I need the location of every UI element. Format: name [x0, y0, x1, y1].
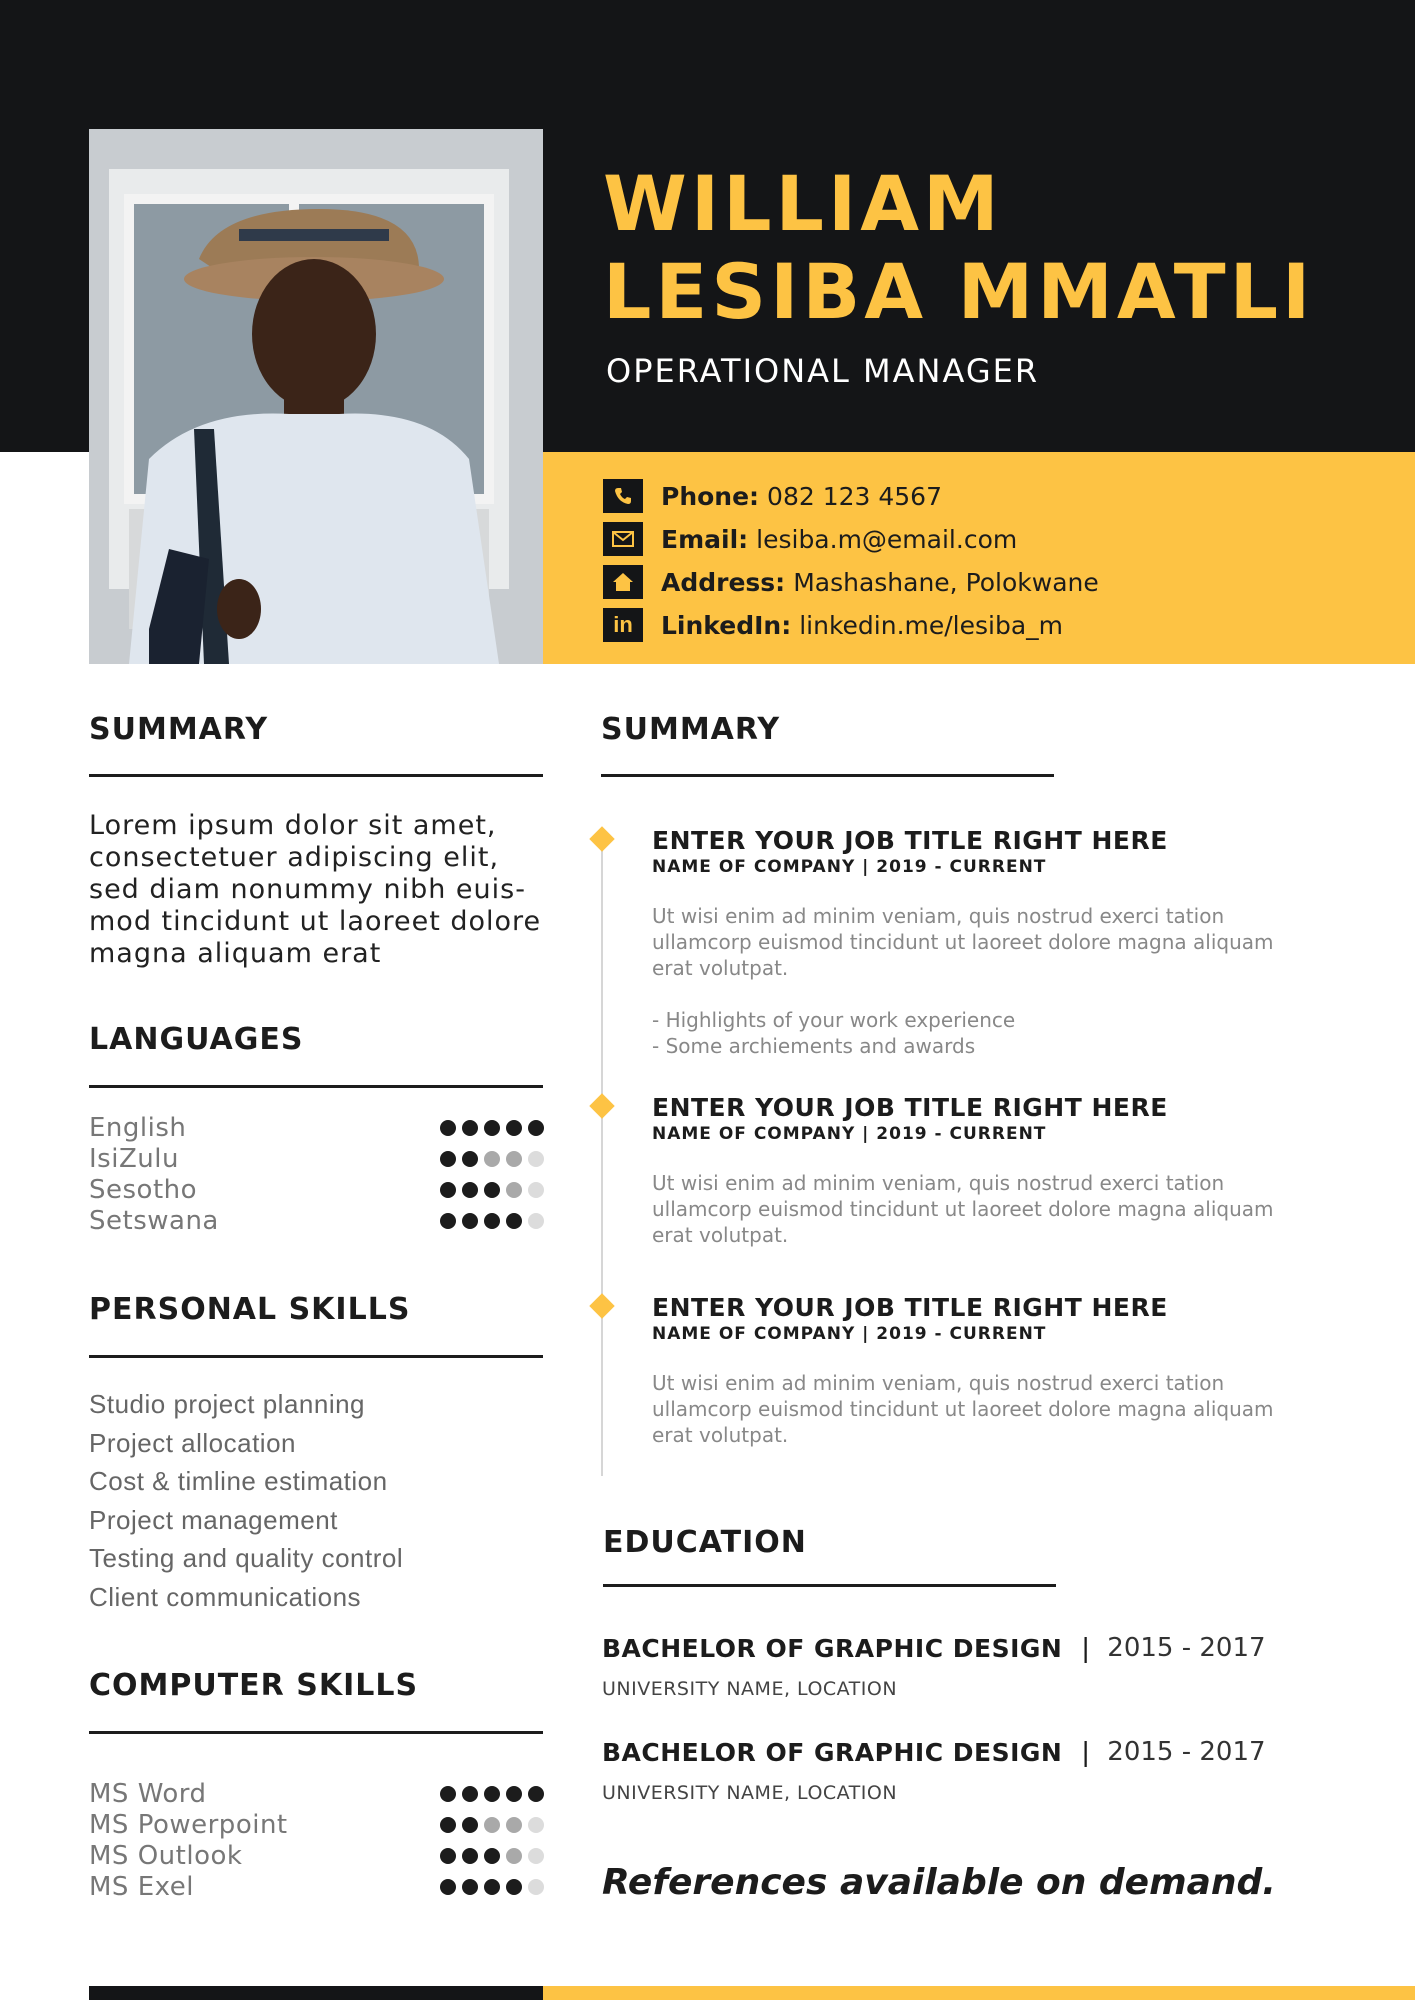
language-row — [89, 1143, 544, 1174]
phone-label: Phone: — [661, 481, 760, 511]
computer-skills-list — [89, 1778, 544, 1902]
rating-dot — [484, 1151, 500, 1167]
language-row-name: Setswana — [89, 1205, 219, 1236]
experience-highlight: - Highlights of your work experience — [652, 1008, 1016, 1032]
education-degree: BACHELOR OF GRAPHIC DESIGN — [602, 1737, 1063, 1767]
rating-dot — [506, 1120, 522, 1136]
computer-skills-rule — [89, 1731, 543, 1734]
email-label: Email: — [661, 524, 749, 554]
rating-dot — [506, 1182, 522, 1198]
education-separator: | — [1082, 1632, 1090, 1663]
experience-rule — [601, 774, 1054, 777]
rating-dot — [506, 1151, 522, 1167]
rating-dot — [440, 1120, 456, 1136]
linkedin-value: linkedin.me/lesiba_m — [799, 610, 1064, 640]
rating-dots — [440, 1213, 544, 1229]
experience-title: ENTER YOUR JOB TITLE RIGHT HERE — [652, 1093, 1168, 1122]
rating-dot — [506, 1213, 522, 1229]
rating-dot — [506, 1786, 522, 1802]
education-heading: EDUCATION — [603, 1525, 807, 1560]
experience-highlight: - Some archiements and awards — [652, 1034, 976, 1058]
address-label: Address: — [661, 567, 786, 597]
rating-dots — [440, 1120, 544, 1136]
rating-dot — [528, 1120, 544, 1136]
languages-list — [89, 1112, 544, 1236]
education-years: 2015 - 2017 — [1107, 1633, 1266, 1663]
rating-dot — [484, 1182, 500, 1198]
language-row-name: IsiZulu — [89, 1143, 179, 1174]
experience-item — [652, 826, 1372, 1059]
rating-dot — [484, 1817, 500, 1833]
rating-dot — [440, 1786, 456, 1802]
rating-dot — [462, 1151, 478, 1167]
languages-rule — [89, 1085, 543, 1088]
experience-company: NAME OF COMPANY | 2019 - CURRENT — [652, 857, 1047, 877]
rating-dot — [440, 1817, 456, 1833]
rating-dot — [506, 1879, 522, 1895]
rating-dot — [528, 1817, 544, 1833]
experience-description: Ut wisi enim ad minim veniam, quis nostrud exerci tation ullamcorp euismod tincidunt ut laoreet dolore magna aliquam erat volutpat. — [652, 1371, 1274, 1447]
rating-dot — [462, 1120, 478, 1136]
language-row — [89, 1205, 544, 1236]
linkedin-label: LinkedIn: — [661, 610, 792, 640]
summary-rule — [89, 774, 543, 777]
computer-skill-row — [89, 1809, 544, 1840]
rating-dots — [440, 1786, 544, 1802]
language-row — [89, 1174, 544, 1205]
rating-dots — [440, 1182, 544, 1198]
linkedin-icon: in — [603, 608, 643, 642]
candidate-name — [603, 160, 1393, 336]
personal-skill-item: Studio project planning — [89, 1389, 366, 1419]
rating-dots — [440, 1817, 544, 1833]
rating-dot — [528, 1879, 544, 1895]
computer-skills-heading: COMPUTER SKILLS — [89, 1668, 419, 1703]
timeline-marker — [589, 1293, 614, 1318]
rating-dot — [462, 1817, 478, 1833]
contact-address — [603, 563, 1099, 601]
rating-dot — [506, 1817, 522, 1833]
personal-skills-heading: PERSONAL SKILLS — [89, 1292, 411, 1327]
education-item — [602, 1736, 1362, 1804]
rating-dot — [440, 1182, 456, 1198]
experience-item — [652, 1093, 1372, 1248]
education-school: UNIVERSITY NAME, LOCATION — [602, 1678, 898, 1700]
phone-icon — [603, 479, 643, 513]
computer-skill-row — [89, 1778, 544, 1809]
rating-dot — [462, 1786, 478, 1802]
rating-dot — [484, 1120, 500, 1136]
rating-dot — [440, 1879, 456, 1895]
personal-skill-item: Project allocation — [89, 1427, 296, 1458]
references-note: References available on demand. — [602, 1862, 1276, 1903]
personal-skill-item: Client communications — [89, 1581, 362, 1612]
rating-dot — [506, 1848, 522, 1864]
experience-description: Ut wisi enim ad minim veniam, quis nostrud exerci tation ullamcorp euismod tincidunt ut laoreet dolore magna aliquam erat volutpat. — [652, 1171, 1274, 1247]
education-separator: | — [1082, 1736, 1090, 1767]
contact-linkedin — [603, 606, 1063, 644]
language-row-name: Sesotho — [89, 1174, 198, 1205]
rating-dot — [440, 1151, 456, 1167]
rating-dots — [440, 1848, 544, 1864]
phone-value: 082 123 4567 — [767, 481, 942, 511]
rating-dot — [528, 1213, 544, 1229]
computer-skill-row-name: MS Powerpoint — [89, 1809, 288, 1840]
email-value: lesiba.m@email.com — [756, 524, 1018, 554]
personal-skill-item: Testing and quality control — [89, 1543, 404, 1573]
language-row — [89, 1112, 544, 1143]
email-icon — [603, 522, 643, 556]
computer-skill-row — [89, 1871, 544, 1902]
experience-title: ENTER YOUR JOB TITLE RIGHT HERE — [652, 826, 1168, 855]
education-rule — [603, 1584, 1056, 1587]
rating-dot — [484, 1213, 500, 1229]
address-value: Mashashane, Polokwane — [793, 567, 1099, 597]
contact-phone — [603, 477, 942, 515]
experience-company: NAME OF COMPANY | 2019 - CURRENT — [652, 1124, 1047, 1144]
profile-photo — [89, 129, 543, 664]
education-school: UNIVERSITY NAME, LOCATION — [602, 1782, 898, 1804]
rating-dot — [484, 1879, 500, 1895]
rating-dot — [484, 1848, 500, 1864]
timeline-marker — [589, 826, 614, 851]
rating-dot — [528, 1786, 544, 1802]
footer-bar-accent — [543, 1986, 1415, 2000]
summary-heading: SUMMARY — [89, 712, 269, 747]
rating-dots — [440, 1151, 544, 1167]
rating-dot — [528, 1151, 544, 1167]
rating-dot — [440, 1848, 456, 1864]
languages-heading: LANGUAGES — [89, 1022, 304, 1057]
rating-dots — [440, 1879, 544, 1895]
education-item — [602, 1632, 1362, 1700]
timeline-line — [601, 838, 603, 1476]
experience-heading: SUMMARY — [601, 712, 781, 747]
rating-dot — [462, 1182, 478, 1198]
rating-dot — [462, 1879, 478, 1895]
rating-dot — [440, 1213, 456, 1229]
computer-skill-row-name: MS Outlook — [89, 1840, 243, 1871]
personal-skill-item: Project management — [89, 1504, 338, 1535]
summary-text: Lorem ipsum dolor sit amet, consectetuer adipiscing elit, sed diam nonummy nibh euis-mod tincidunt ut laoreet dolore magna aliquam erat — [89, 810, 542, 969]
home-icon — [603, 565, 643, 599]
rating-dot — [528, 1848, 544, 1864]
job-role: OPERATIONAL MANAGER — [606, 352, 1040, 390]
name-first-line: WILLIAM — [603, 159, 1003, 248]
rating-dot — [462, 1848, 478, 1864]
rating-dot — [528, 1182, 544, 1198]
education-degree: BACHELOR OF GRAPHIC DESIGN — [602, 1633, 1063, 1663]
personal-skills-list — [89, 1385, 403, 1616]
name-second-line: LESIBA MMATLI — [603, 247, 1315, 336]
experience-company: NAME OF COMPANY | 2019 - CURRENT — [652, 1324, 1047, 1344]
rating-dot — [484, 1786, 500, 1802]
language-row-name: English — [89, 1112, 187, 1143]
computer-skill-row-name: MS Word — [89, 1778, 207, 1809]
contact-email — [603, 520, 1017, 558]
experience-item — [652, 1293, 1372, 1448]
rating-dot — [462, 1213, 478, 1229]
computer-skill-row-name: MS Exel — [89, 1871, 194, 1902]
personal-skill-item: Cost & timline estimation — [89, 1466, 388, 1496]
personal-skills-rule — [89, 1355, 543, 1358]
footer-bar-dark — [89, 1986, 543, 2000]
computer-skill-row — [89, 1840, 544, 1871]
experience-title: ENTER YOUR JOB TITLE RIGHT HERE — [652, 1293, 1168, 1322]
education-years: 2015 - 2017 — [1107, 1737, 1266, 1767]
experience-description: Ut wisi enim ad minim veniam, quis nostrud exerci tation ullamcorp euismod tincidunt ut laoreet dolore magna aliquam erat volutpat. — [652, 904, 1274, 980]
timeline-marker — [589, 1093, 614, 1118]
